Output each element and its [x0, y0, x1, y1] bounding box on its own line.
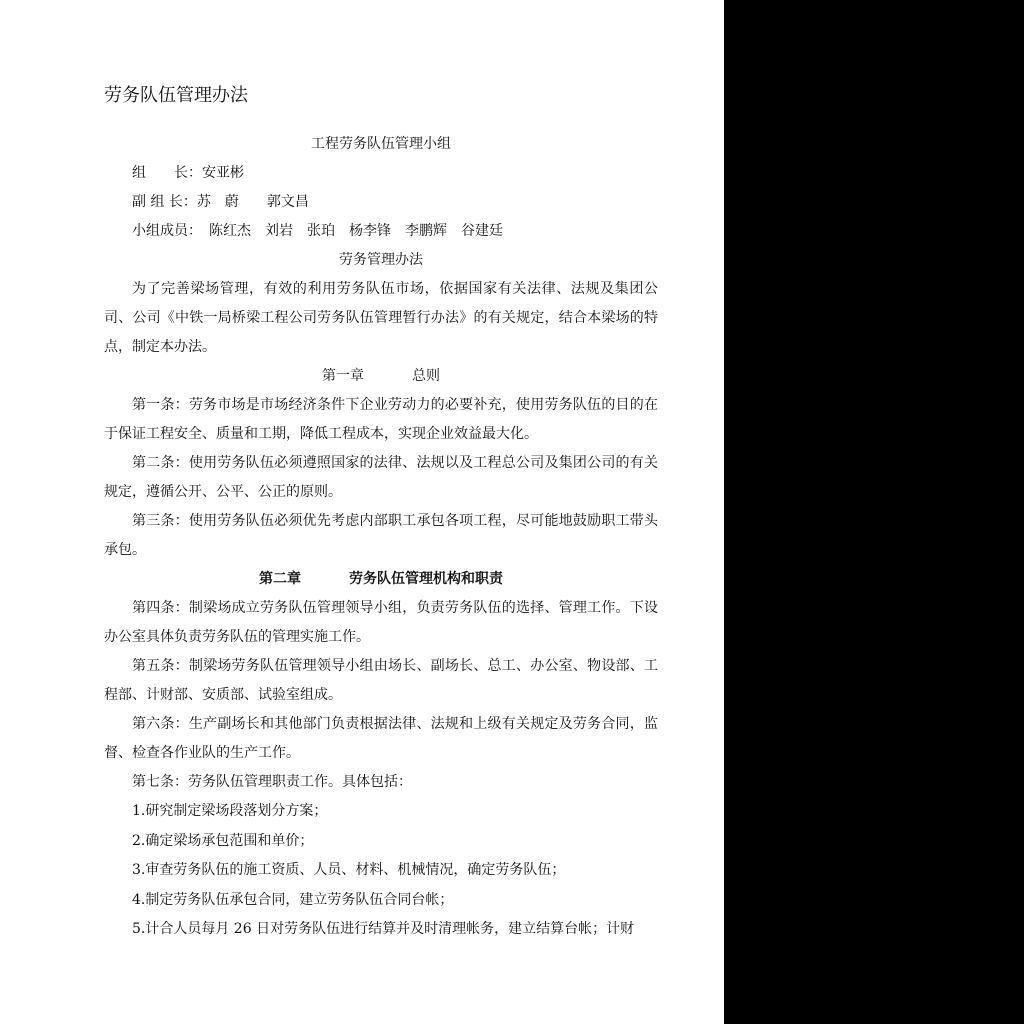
group-leader: 组 长：安亚彬: [132, 165, 244, 181]
list-item: 2.确定梁场承包范围和单价；: [132, 832, 314, 849]
list-item: 4.制定劳务队伍承包合同，建立劳务队伍合同台帐；: [132, 891, 454, 908]
group-deputy: 副 组 长：苏 蔚 郭文昌: [132, 194, 309, 210]
article-7: 第七条：劳务队伍管理职责工作。具体包括：: [132, 774, 412, 790]
list-item: 5.计合人员每月 26 日对劳务队伍进行结算并及时清理帐务，建立结算台帐；计财: [132, 921, 635, 937]
chapter-2-number: 第二章: [259, 571, 301, 587]
article-4: 第四条：制梁场成立劳务队伍管理领导小组，负责劳务队伍的选择、管理工作。下设办公室具体负责劳务队伍的管理实施工作。: [104, 600, 658, 645]
chapter-1-number: 第一章: [322, 368, 364, 384]
list-item: 3.审查劳务队伍的施工资质、人员、材料、机械情况，确定劳务队伍；: [132, 862, 566, 878]
article-3: 第三条：使用劳务队伍必须优先考虑内部职工承包各项工程，尽可能地鼓励职工带头承包。: [104, 513, 658, 558]
chapter-1-heading: [104, 362, 658, 391]
article-6: 第六条：生产副场长和其他部门负责根据法律、法规和上级有关规定及劳务合同，监督、检查各作业队的生产工作。: [104, 716, 658, 761]
group-members: 小组成员： 陈红杰 刘岩 张珀 杨李锋 李鹏辉 谷建廷: [132, 223, 503, 239]
intro-paragraph: 为了完善梁场管理，有效的利用劳务队伍市场，依据国家有关法律、法规及集团公司、公司《中铁一局桥梁工程公司劳务队伍管理暂行办法》的有关规定，结合本梁场的特点，制定本办法。: [104, 281, 658, 355]
article-5: 第五条：制梁场劳务队伍管理领导小组由场长、副场长、总工、办公室、物设部、工程部、计财部、安质部、试验室组成。: [104, 658, 658, 703]
document-title: 劳务队伍管理办法: [104, 85, 248, 106]
group-heading: 工程劳务队伍管理小组: [311, 136, 451, 152]
document-body: [104, 82, 658, 945]
list-item: 1.研究制定梁场段落划分方案；: [132, 803, 328, 819]
chapter-2-heading: [104, 565, 658, 594]
article-1: 第一条：劳务市场是市场经济条件下企业劳动力的必要补充，使用劳务队伍的目的在于保证工程安全、质量和工期，降低工程成本，实现企业效益最大化。: [104, 397, 658, 442]
chapter-2-title: 劳务队伍管理机构和职责: [349, 571, 503, 587]
chapter-1-title: 总则: [412, 368, 440, 384]
article-2: 第二条：使用劳务队伍必须遵照国家的法律、法规以及工程总公司及集团公司的有关规定，遵循公开、公平、公正的原则。: [104, 455, 658, 500]
method-heading: 劳务管理办法: [339, 252, 423, 268]
